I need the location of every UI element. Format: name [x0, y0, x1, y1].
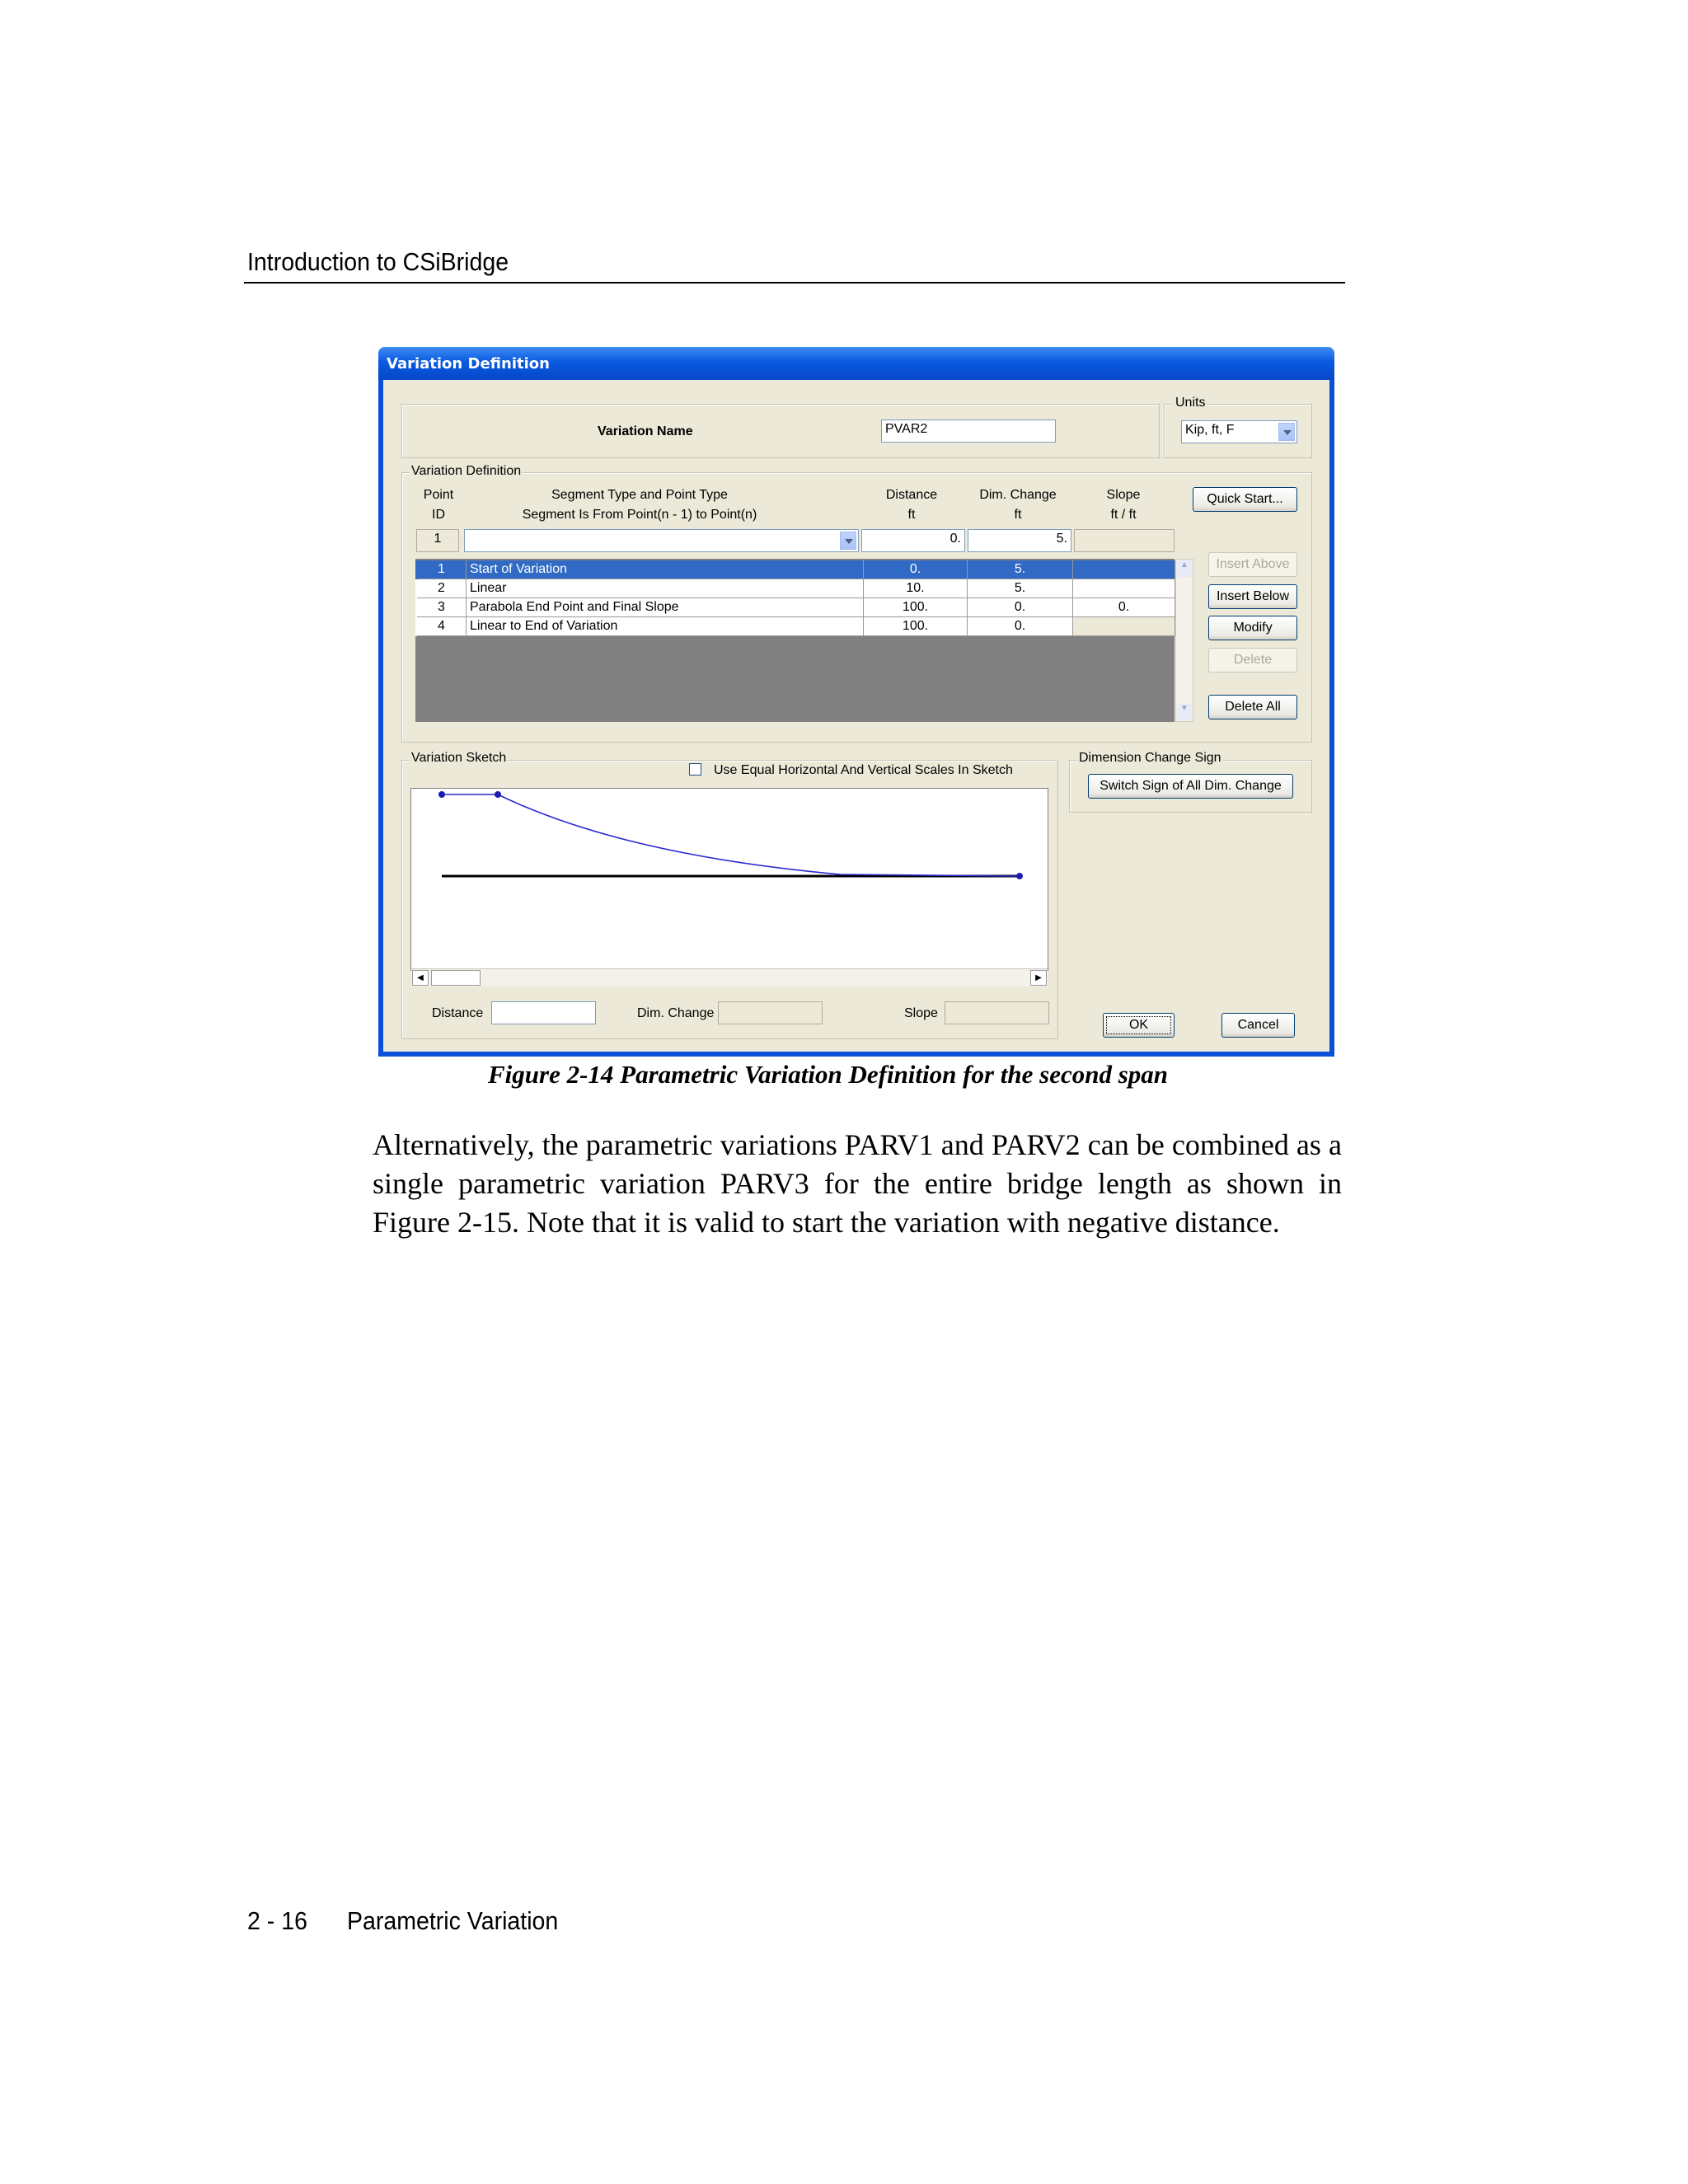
row-dim-change: 5.: [968, 579, 1073, 598]
title-bar[interactable]: [378, 347, 1334, 380]
row-slope: 0.: [1073, 598, 1175, 617]
variation-definition-group-label: Variation Definition: [411, 464, 522, 478]
units-select[interactable]: [1181, 420, 1297, 443]
edit-segment-select[interactable]: [464, 529, 859, 552]
row-segment: Start of Variation: [467, 560, 864, 579]
scroll-down-arrow-icon[interactable]: ▼: [1177, 704, 1192, 720]
row-dim-change: 0.: [968, 598, 1073, 617]
table-row[interactable]: [415, 579, 1175, 598]
header-dim-change-line1: Dim. Change: [979, 488, 1057, 502]
insert-below-button[interactable]: Insert Below: [1208, 584, 1297, 609]
row-slope: [1073, 617, 1175, 636]
variation-name-label: Variation Name: [598, 424, 693, 438]
header-point-id-line1: Point: [423, 488, 454, 502]
sketch-scroll-thumb[interactable]: [431, 970, 481, 986]
slope-label: Slope: [904, 1006, 938, 1020]
units-label: Units: [1175, 396, 1206, 410]
row-segment: Parabola End Point and Final Slope: [467, 598, 864, 617]
row-id: 1: [417, 560, 467, 579]
row-distance: 100.: [864, 617, 968, 636]
units-dropdown-arrow-icon[interactable]: [1278, 423, 1295, 441]
distance-input[interactable]: [491, 1001, 596, 1024]
row-segment: Linear to End of Variation: [467, 617, 864, 636]
scroll-left-arrow-icon[interactable]: ◀: [412, 970, 429, 986]
modify-button[interactable]: Modify: [1208, 616, 1297, 640]
figure-caption: Figure 2-14 Parametric Variation Definition for the second span: [488, 1060, 1169, 1089]
segment-dropdown-arrow-icon[interactable]: [840, 532, 856, 550]
variation-name-input[interactable]: PVAR2: [881, 419, 1056, 443]
row-id: 4: [417, 617, 467, 636]
header-slope-line1: Slope: [1106, 488, 1141, 502]
sketch-curve: [442, 794, 1020, 876]
equal-scales-checkbox[interactable]: [689, 763, 701, 776]
sketch-point-2: [495, 791, 501, 798]
row-segment: Linear: [467, 579, 864, 598]
edit-dim-change-input[interactable]: 5.: [968, 529, 1071, 552]
delete-button[interactable]: Delete: [1208, 648, 1297, 673]
row-id: 2: [417, 579, 467, 598]
variation-points-grid[interactable]: [415, 559, 1175, 722]
distance-label: Distance: [432, 1006, 484, 1020]
header-dim-change-line2: ft: [1014, 508, 1022, 522]
header-distance-line1: Distance: [885, 488, 938, 502]
row-id: 3: [417, 598, 467, 617]
scroll-right-arrow-icon[interactable]: ▶: [1030, 970, 1047, 986]
cancel-button[interactable]: Cancel: [1221, 1013, 1295, 1038]
grid-scrollbar[interactable]: [1175, 559, 1193, 722]
footer-page-number: 2 - 16: [247, 1906, 307, 1935]
row-slope: [1073, 560, 1175, 579]
header-distance-line2: ft: [907, 508, 916, 522]
insert-above-button[interactable]: Insert Above: [1208, 552, 1297, 577]
row-distance: 10.: [864, 579, 968, 598]
variation-sketch-group-label: Variation Sketch: [411, 751, 507, 765]
ok-button[interactable]: OK: [1103, 1013, 1175, 1038]
sketch-scrollbar[interactable]: [411, 968, 1048, 987]
delete-all-button[interactable]: Delete All: [1208, 695, 1297, 719]
edit-distance-input[interactable]: 0.: [861, 529, 965, 552]
row-dim-change: 0.: [968, 617, 1073, 636]
table-row[interactable]: [415, 617, 1175, 636]
dim-change-input: [718, 1001, 823, 1024]
slope-input: [945, 1001, 1049, 1024]
running-header: Introduction to CSiBridge: [247, 247, 509, 276]
row-distance: 0.: [864, 560, 968, 579]
row-dim-change: 5.: [968, 560, 1073, 579]
sketch-svg: [411, 789, 1048, 970]
table-row[interactable]: [415, 598, 1175, 617]
equal-scales-label: Use Equal Horizontal And Vertical Scales In Sketch: [714, 763, 1013, 777]
footer-section-title: Parametric Variation: [347, 1906, 559, 1935]
header-segment-line2: Segment Is From Point(n - 1) to Point(n): [522, 508, 757, 522]
quick-start-button[interactable]: Quick Start...: [1193, 487, 1297, 512]
row-distance: 100.: [864, 598, 968, 617]
row-slope: [1073, 579, 1175, 598]
scroll-up-arrow-icon[interactable]: ▲: [1177, 560, 1192, 577]
edit-slope-input: [1074, 529, 1175, 552]
dimension-change-sign-label: Dimension Change Sign: [1079, 751, 1221, 765]
table-row[interactable]: [415, 560, 1175, 579]
units-value: Kip, ft, F: [1185, 423, 1235, 437]
sketch-point-1: [438, 791, 445, 798]
header-slope-line2: ft / ft: [1110, 508, 1137, 522]
sketch-point-3: [1016, 873, 1023, 879]
header-segment-line1: Segment Type and Point Type: [551, 488, 728, 502]
body-paragraph: Alternatively, the parametric variations PARV1 and PARV2 can be combined as a single parametric variation PARV3 for the entire bridge length as shown in Figure 2-15. Note that it is valid to start the variation with negative distance.: [373, 1128, 1342, 1239]
header-rule: [244, 282, 1345, 284]
dim-change-label: Dim. Change: [637, 1006, 715, 1020]
switch-sign-button[interactable]: Switch Sign of All Dim. Change: [1088, 774, 1293, 799]
dialog-title: Variation Definition: [387, 355, 550, 373]
header-point-id-line2: ID: [432, 508, 445, 522]
edit-point-id: 1: [416, 529, 459, 552]
variation-sketch-canvas[interactable]: [410, 788, 1048, 982]
